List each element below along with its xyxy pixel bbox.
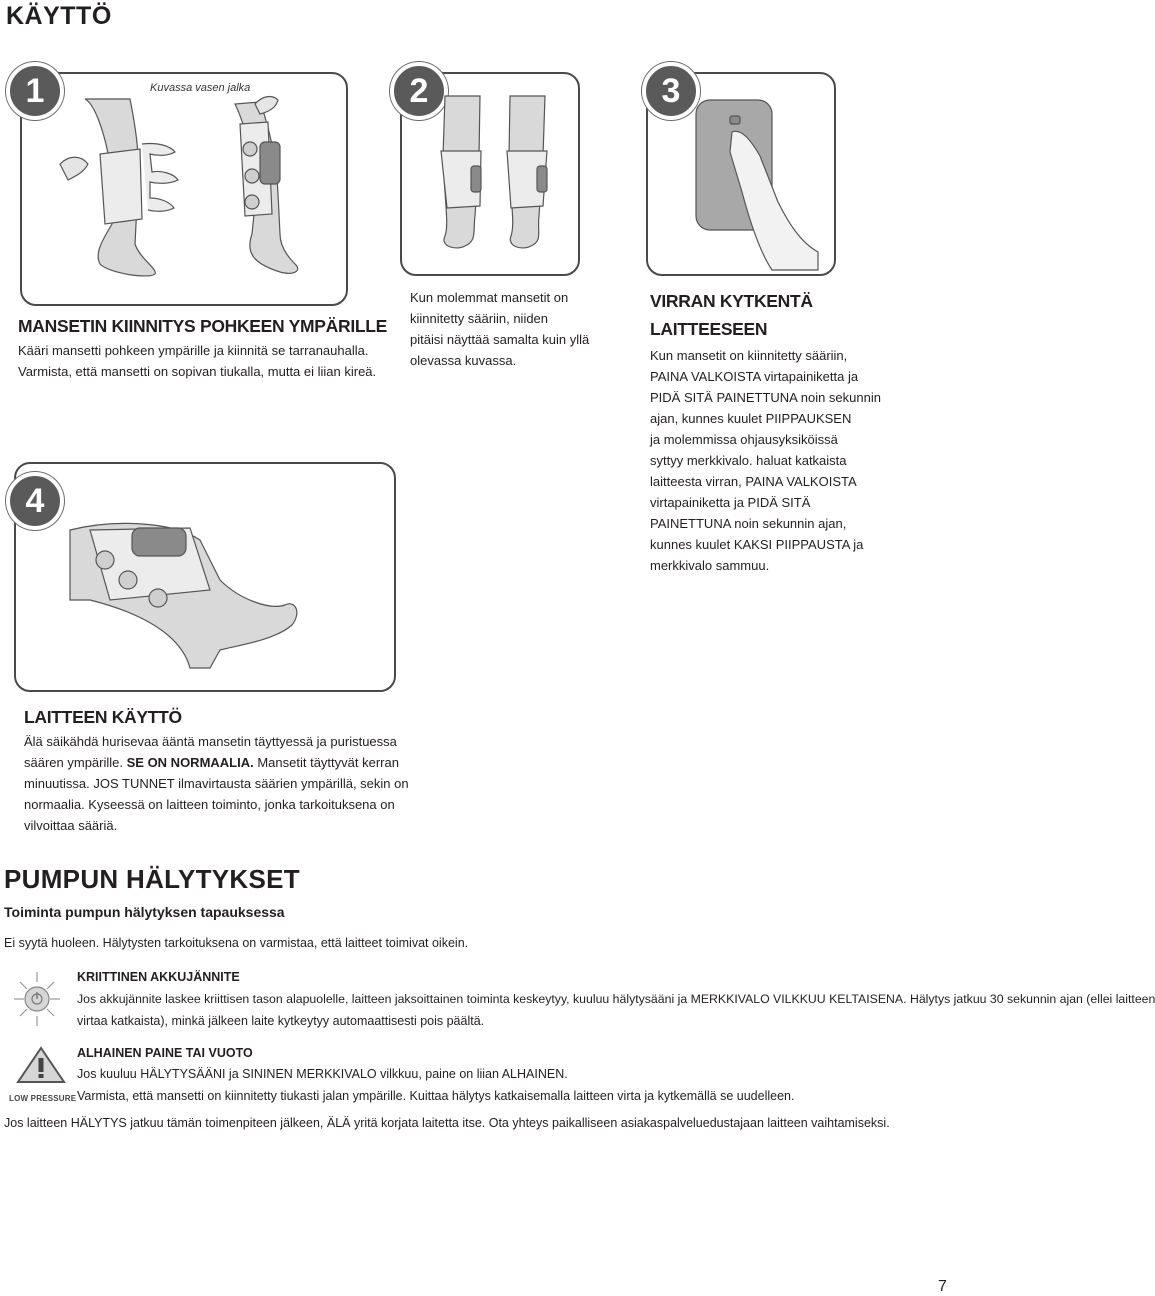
step-2-line-3: pitäisi näyttää samalta kuin yllä	[410, 332, 590, 347]
step-4-normal-emphasis: SE ON NORMAALIA.	[126, 755, 254, 770]
step-3-heading-line-2: LAITTEESEEN	[650, 319, 768, 339]
step-4-line-3: minuutissa. JOS TUNNET ilmavirtausta säärien ympärillä, sekin on	[24, 776, 409, 791]
alarms-footer: Jos laitteen HÄLYTYS jatkuu tämän toimenpiteen jälkeen, ÄLÄ yritä korjata laitetta itse. Ota yhteys paikalliseen asiakaspalveluedustajaan laitteen vaihtamiseksi.	[4, 1116, 890, 1130]
step-1-caption: Kuvassa vasen jalka	[150, 82, 251, 94]
low-pressure-line-1: Jos kuuluu HÄLYTYSÄÄNI ja SININEN MERKKIVALO vilkkuu, paine on liian ALHAINEN.	[77, 1067, 568, 1081]
step-3-line-7: laitteesta virran, PAINA VALKOISTA	[650, 474, 857, 489]
critical-battery-title: KRIITTINEN AKKUJÄNNITE	[77, 970, 240, 984]
step-2-line-4: olevassa kuvassa.	[410, 353, 517, 368]
alarms-intro: Ei syytä huoleen. Hälytysten tarkoituksena on varmistaa, että laitteet toimivat oikein.	[4, 936, 469, 950]
step-2-line-1: Kun molemmat mansetit on	[410, 290, 569, 305]
low-pressure-icon	[12, 1044, 70, 1094]
step-3-line-5: ja molemmissa ohjausyksiköissä	[650, 432, 838, 447]
low-pressure-icon-label: LOW PRESSURE	[9, 1094, 77, 1103]
step-4-line-5: vilvoittaa sääriä.	[24, 818, 118, 833]
alarms-heading: PUMPUN HÄLYTYKSET	[4, 864, 300, 894]
low-pressure-title: ALHAINEN PAINE TAI VUOTO	[77, 1046, 253, 1060]
step-3-line-1: Kun mansetit on kiinnitetty sääriin,	[650, 348, 848, 363]
step-1-line-2: Varmista, että mansetti on sopivan tiukalla, mutta ei liian kireä.	[18, 364, 377, 379]
step-3-line-4: ajan, kunnes kuulet PIIPPAUKSEN	[650, 411, 852, 426]
step-4-badge: 4	[6, 472, 64, 530]
step-3-line-11: merkkivalo sammuu.	[650, 558, 770, 573]
step-3-line-9: PAINETTUNA noin sekunnin ajan,	[650, 516, 847, 531]
step-3-line-10: kunnes kuulet KAKSI PIIPPAUSTA ja	[650, 537, 864, 552]
step-1-badge: 1	[6, 62, 64, 120]
low-pressure-line-2: Varmista, että mansetti on kiinnitetty tiukasti jalan ympärille. Kuittaa hälytys katkaisemalla laitteen virta ja kytkemällä se uudelleen.	[77, 1089, 795, 1103]
step-1-heading: MANSETIN KIINNITYS POHKEEN YMPÄRILLE	[18, 316, 388, 336]
step-2-illustration	[425, 96, 575, 266]
battery-warning-icon	[12, 970, 62, 1028]
step-4-line-4: normaalia. Kyseessä on laitteen toiminto, jonka tarkoituksena on	[24, 797, 395, 812]
step-3-line-8: virtapainiketta ja PIDÄ SITÄ	[650, 495, 811, 510]
step-3-heading-line-1: VIRRAN KYTKENTÄ	[650, 291, 813, 311]
step-1-line-1: Kääri mansetti pohkeen ympärille ja kiinnitä se tarranauhalla.	[18, 343, 369, 358]
critical-battery-line-1: Jos akkujännite laskee kriittisen tason alapuolelle, laitteen jaksoittainen toiminta keskeytyy, kuuluu hälytysääni ja MERKKIVALO VILKKUU KELTAISENA. Hälytys jatkuu 30 sekunnin ajan (ellei laitteen	[77, 992, 1155, 1006]
page-number: 7	[938, 1278, 947, 1295]
step-4-heading: LAITTEEN KÄYTTÖ	[24, 707, 182, 727]
step-1-illustration	[40, 94, 340, 294]
step-2-line-2: kiinnitetty sääriin, niiden	[410, 311, 549, 326]
step-4-line-2	[24, 752, 399, 773]
step-4-line-2c: Mansetit täyttyvät kerran	[253, 755, 399, 770]
step-3-illustration	[690, 92, 830, 270]
step-4-line-1: Älä säikähdä hurisevaa ääntä mansetin täyttyessä ja puristuessa	[24, 734, 397, 749]
step-2-badge: 2	[390, 62, 448, 120]
critical-battery-line-2: virtaa katkaista), minkä jälkeen laite kytkeytyy automaattisesti pois päältä.	[77, 1014, 485, 1028]
step-4-illustration	[70, 500, 370, 680]
alarms-subheading: Toiminta pumpun hälytyksen tapauksessa	[4, 904, 285, 920]
step-3-line-2: PAINA VALKOISTA virtapainiketta ja	[650, 369, 859, 384]
step-3-badge: 3	[642, 62, 700, 120]
step-3-line-6: syttyy merkkivalo. haluat katkaista	[650, 453, 847, 468]
step-3-line-3: PIDÄ SITÄ PAINETTUNA noin sekunnin	[650, 390, 881, 405]
page-title: KÄYTTÖ	[6, 2, 112, 30]
step-4-line-2a: säären ympärille.	[24, 755, 127, 770]
